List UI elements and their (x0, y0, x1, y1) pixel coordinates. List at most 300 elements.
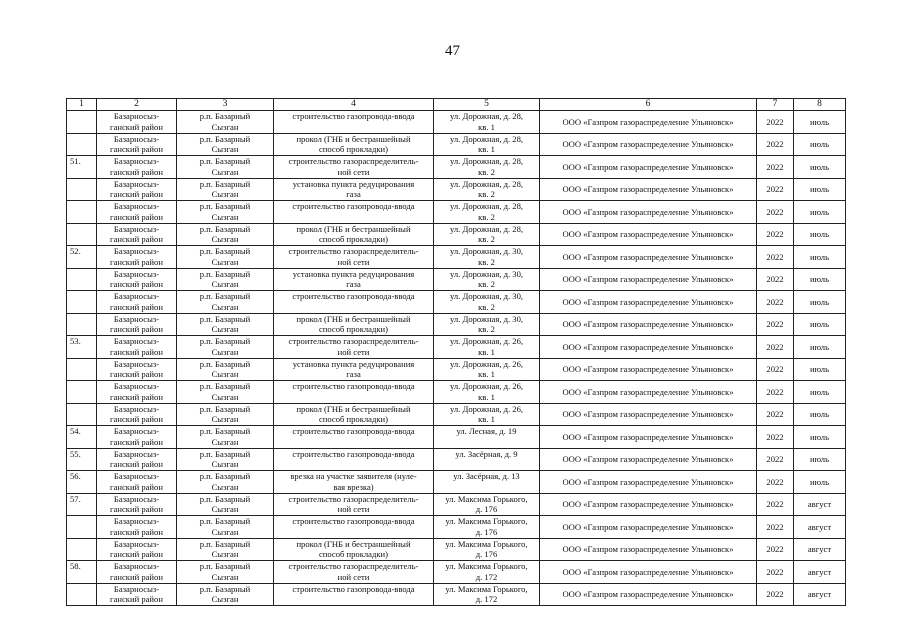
address-cell (434, 358, 540, 381)
settlement-cell (177, 111, 274, 134)
work-type-cell (274, 583, 434, 606)
district-line: Базарносыз- (113, 223, 160, 234)
table-row (67, 246, 846, 269)
work-type-line: ной сети (337, 504, 370, 514)
address-line: ул. Максима Горького, (445, 516, 528, 526)
address-line: ул. Дорожная, д. 26, (449, 381, 524, 391)
year-cell: 2022 (757, 358, 794, 381)
settlement-cell (177, 426, 274, 449)
table-row (67, 336, 846, 359)
address-line: ул. Дорожная, д. 28, (449, 133, 524, 144)
settlement-cell (177, 178, 274, 201)
year-cell: 2022 (757, 381, 794, 404)
header-cell: 5 (434, 99, 540, 111)
page-number: 47 (445, 43, 460, 59)
table-row (67, 493, 846, 516)
settlement-line: р.п. Базарный (199, 381, 251, 391)
settlement-cell (177, 313, 274, 336)
address-line: кв. 2 (478, 189, 495, 199)
settlement-line: Сызган (211, 346, 239, 357)
district-cell (97, 291, 177, 314)
work-type-cell (274, 493, 434, 516)
settlement-line: р.п. Базарный (199, 448, 251, 459)
item-number: 54. (67, 426, 97, 449)
address-line: д. 176 (475, 504, 498, 514)
district-line: ганский район (110, 301, 163, 312)
table-row (67, 381, 846, 404)
work-type-line: способ прокладки) (318, 144, 389, 154)
work-type-cell (274, 156, 434, 179)
work-type-cell (274, 268, 434, 291)
settlement-line: р.п. Базарный (199, 493, 251, 504)
address-line: кв. 1 (478, 391, 495, 402)
address-cell (434, 313, 540, 336)
address-cell (434, 111, 540, 134)
item-number (67, 268, 97, 291)
settlement-line: Сызган (211, 481, 239, 492)
table-row (67, 178, 846, 201)
district-line: Базарносыз- (113, 201, 160, 211)
district-line: Базарносыз- (113, 358, 160, 369)
work-type-cell (274, 471, 434, 494)
work-type-line: строительство газопровода-ввода (292, 448, 415, 459)
month-cell: июль (794, 268, 846, 291)
district-line: ганский район (110, 414, 163, 424)
address-line: кв. 2 (478, 234, 495, 244)
work-type-line: вая врезка) (333, 481, 374, 492)
year-cell: 2022 (757, 223, 794, 246)
settlement-line: Сызган (211, 504, 239, 514)
district-line: Базарносыз- (113, 426, 160, 436)
district-cell (97, 358, 177, 381)
work-type-line: строительство газопровода-ввода (292, 381, 415, 391)
year-cell: 2022 (757, 313, 794, 336)
organization-cell: ООО «Газпром газораспределение Ульяновск» (540, 583, 757, 606)
work-type-cell (274, 291, 434, 314)
district-line: Базарносыз- (113, 403, 160, 414)
month-cell: июль (794, 471, 846, 494)
address-line: кв. 1 (478, 414, 495, 424)
district-line: Базарносыз- (113, 313, 160, 324)
settlement-line: Сызган (211, 144, 239, 154)
district-line: Базарносыз- (113, 516, 160, 526)
work-type-line: способ прокладки) (318, 549, 389, 559)
address-line: ул. Дорожная, д. 26, (449, 403, 524, 414)
settlement-line: р.п. Базарный (199, 561, 251, 571)
year-cell: 2022 (757, 178, 794, 201)
item-number: 51. (67, 156, 97, 179)
month-cell: июль (794, 358, 846, 381)
district-line: Базарносыз- (113, 538, 160, 549)
month-cell: июль (794, 111, 846, 134)
settlement-line: р.п. Базарный (199, 268, 251, 279)
work-type-cell (274, 336, 434, 359)
work-type-cell (274, 516, 434, 539)
year-cell: 2022 (757, 493, 794, 516)
organization-cell: ООО «Газпром газораспределение Ульяновск» (540, 201, 757, 224)
district-line: ганский район (110, 121, 163, 132)
district-cell (97, 156, 177, 179)
address-cell (434, 583, 540, 606)
item-number (67, 516, 97, 539)
table-row (67, 223, 846, 246)
work-type-line: ной сети (337, 346, 370, 357)
year-cell: 2022 (757, 426, 794, 449)
address-line: д. 172 (475, 594, 498, 604)
year-cell: 2022 (757, 268, 794, 291)
district-line: Базарносыз- (113, 246, 160, 256)
month-cell: июль (794, 178, 846, 201)
work-type-line: способ прокладки) (318, 324, 389, 334)
table-row (67, 358, 846, 381)
organization-cell: ООО «Газпром газораспределение Ульяновск» (540, 493, 757, 516)
settlement-line: Сызган (211, 211, 239, 222)
settlement-cell (177, 268, 274, 291)
item-number (67, 178, 97, 201)
settlement-cell (177, 471, 274, 494)
month-cell: июль (794, 336, 846, 359)
settlement-line: р.п. Базарный (199, 403, 251, 414)
work-type-line: газа (346, 189, 361, 199)
year-cell: 2022 (757, 561, 794, 584)
year-cell: 2022 (757, 201, 794, 224)
address-line: кв. 2 (478, 279, 495, 289)
address-line: кв. 1 (478, 369, 495, 379)
month-cell: июль (794, 403, 846, 426)
month-cell: август (794, 493, 846, 516)
table-row (67, 201, 846, 224)
settlement-cell (177, 358, 274, 381)
address-line: ул. Максима Горького, (445, 583, 528, 594)
district-line: ганский район (110, 324, 163, 334)
year-cell: 2022 (757, 403, 794, 426)
work-type-cell (274, 403, 434, 426)
address-line: ул. Дорожная, д. 28, (449, 201, 524, 211)
settlement-line: Сызган (211, 391, 239, 402)
year-cell: 2022 (757, 156, 794, 179)
organization-cell: ООО «Газпром газораспределение Ульяновск» (540, 291, 757, 314)
organization-cell: ООО «Газпром газораспределение Ульяновск» (540, 516, 757, 539)
district-line: Базарносыз- (113, 493, 160, 504)
header-cell: 7 (757, 99, 794, 111)
table-row (67, 156, 846, 179)
month-cell: июль (794, 201, 846, 224)
settlement-line: Сызган (211, 414, 239, 424)
organization-cell: ООО «Газпром газораспределение Ульяновск» (540, 313, 757, 336)
address-line: кв. 2 (478, 301, 495, 312)
district-line: ганский район (110, 571, 163, 582)
address-cell (434, 133, 540, 156)
settlement-line: р.п. Базарный (199, 223, 251, 234)
district-cell (97, 493, 177, 516)
settlement-line: р.п. Базарный (199, 516, 251, 526)
settlement-line: р.п. Базарный (199, 156, 251, 166)
item-number: 56. (67, 471, 97, 494)
settlement-line: Сызган (211, 571, 239, 582)
item-number (67, 201, 97, 224)
year-cell: 2022 (757, 516, 794, 539)
address-cell (434, 268, 540, 291)
settlement-line: Сызган (211, 256, 239, 267)
address-line: д. 176 (475, 549, 498, 559)
district-line: ганский район (110, 234, 163, 244)
work-type-line: строительство газораспределитель- (288, 493, 419, 504)
organization-cell: ООО «Газпром газораспределение Ульяновск» (540, 178, 757, 201)
district-cell (97, 133, 177, 156)
work-type-line: прокол (ГНБ и бестраншейный (296, 538, 411, 549)
settlement-line: р.п. Базарный (199, 358, 251, 369)
district-line: ганский район (110, 436, 163, 447)
district-line: ганский район (110, 549, 163, 559)
settlement-line: р.п. Базарный (199, 291, 251, 301)
organization-cell: ООО «Газпром газораспределение Ульяновск» (540, 403, 757, 426)
work-type-line: прокол (ГНБ и бестраншейный (296, 403, 411, 414)
settlement-line: Сызган (211, 526, 239, 537)
district-cell (97, 471, 177, 494)
year-cell: 2022 (757, 133, 794, 156)
work-type-line: прокол (ГНБ и бестраншейный (296, 313, 411, 324)
work-type-cell (274, 201, 434, 224)
address-line: ул. Максима Горького, (445, 493, 528, 504)
item-number (67, 403, 97, 426)
settlement-line: р.п. Базарный (199, 336, 251, 346)
work-type-line: прокол (ГНБ и бестраншейный (296, 133, 411, 144)
settlement-line: Сызган (211, 369, 239, 379)
settlement-cell (177, 336, 274, 359)
table-row (67, 111, 846, 134)
work-type-line: строительство газопровода-ввода (292, 111, 415, 121)
district-cell (97, 268, 177, 291)
address-line: ул. Дорожная, д. 30, (449, 313, 524, 324)
address-line: ул. Дорожная, д. 30, (449, 246, 524, 256)
work-type-line: строительство газопровода-ввода (292, 426, 415, 436)
settlement-line: р.п. Базарный (199, 538, 251, 549)
month-cell: июль (794, 448, 846, 471)
work-type-line: строительство газораспределитель- (288, 336, 419, 346)
district-line: ганский район (110, 256, 163, 267)
year-cell: 2022 (757, 336, 794, 359)
address-cell (434, 516, 540, 539)
address-line: ул. Дорожная, д. 28, (449, 223, 524, 234)
schedule-table (66, 98, 846, 606)
work-type-line: строительство газопровода-ввода (292, 583, 415, 594)
work-type-line: способ прокладки) (318, 414, 389, 424)
address-cell (434, 426, 540, 449)
table-row (67, 133, 846, 156)
work-type-line: способ прокладки) (318, 234, 389, 244)
district-line: Базарносыз- (113, 111, 160, 121)
settlement-cell (177, 156, 274, 179)
district-line: ганский район (110, 459, 163, 469)
work-type-cell (274, 358, 434, 381)
organization-cell: ООО «Газпром газораспределение Ульяновск» (540, 358, 757, 381)
district-line: ганский район (110, 189, 163, 199)
table-row (67, 471, 846, 494)
district-cell (97, 538, 177, 561)
organization-cell: ООО «Газпром газораспределение Ульяновск» (540, 223, 757, 246)
month-cell: июль (794, 133, 846, 156)
work-type-line: установка пункта редуцирования (292, 358, 415, 369)
address-cell (434, 336, 540, 359)
organization-cell: ООО «Газпром газораспределение Ульяновск» (540, 448, 757, 471)
address-cell (434, 493, 540, 516)
address-cell (434, 223, 540, 246)
month-cell: июль (794, 426, 846, 449)
month-cell: июль (794, 156, 846, 179)
address-line: кв. 1 (478, 144, 495, 154)
address-line: д. 176 (475, 526, 498, 537)
settlement-line: Сызган (211, 549, 239, 559)
settlement-line: Сызган (211, 459, 239, 469)
settlement-line: р.п. Базарный (199, 111, 251, 121)
address-line: ул. Дорожная, д. 28, (449, 156, 524, 166)
table-row (67, 313, 846, 336)
address-line: кв. 2 (478, 211, 495, 222)
table-row (67, 426, 846, 449)
item-number (67, 111, 97, 134)
table-row (67, 268, 846, 291)
address-line: ул. Дорожная, д. 28, (449, 111, 524, 121)
header-cell: 6 (540, 99, 757, 111)
year-cell: 2022 (757, 111, 794, 134)
work-type-line: ной сети (337, 256, 370, 267)
address-cell (434, 538, 540, 561)
item-number: 55. (67, 448, 97, 471)
district-cell (97, 246, 177, 269)
district-cell (97, 448, 177, 471)
year-cell: 2022 (757, 448, 794, 471)
settlement-line: р.п. Базарный (199, 583, 251, 594)
year-cell: 2022 (757, 291, 794, 314)
district-cell (97, 336, 177, 359)
address-line: кв. 1 (478, 346, 495, 357)
address-cell (434, 201, 540, 224)
year-cell: 2022 (757, 246, 794, 269)
district-line: ганский район (110, 526, 163, 537)
table-row (67, 291, 846, 314)
work-type-line: ной сети (337, 571, 370, 582)
address-line: ул. Дорожная, д. 30, (449, 268, 524, 279)
district-line: Базарносыз- (113, 448, 160, 459)
organization-cell: ООО «Газпром газораспределение Ульяновск» (540, 156, 757, 179)
district-line: ганский район (110, 166, 163, 177)
month-cell: июль (794, 246, 846, 269)
work-type-line: прокол (ГНБ и бестраншейный (296, 223, 411, 234)
settlement-line: Сызган (211, 594, 239, 604)
organization-cell: ООО «Газпром газораспределение Ульяновск» (540, 268, 757, 291)
item-number: 52. (67, 246, 97, 269)
header-cell: 4 (274, 99, 434, 111)
district-line: ганский район (110, 391, 163, 402)
item-number (67, 133, 97, 156)
header-cell: 1 (67, 99, 97, 111)
month-cell: август (794, 561, 846, 584)
district-cell (97, 561, 177, 584)
district-line: ганский район (110, 211, 163, 222)
item-number (67, 381, 97, 404)
district-line: Базарносыз- (113, 336, 160, 346)
settlement-cell (177, 538, 274, 561)
settlement-cell (177, 583, 274, 606)
settlement-cell (177, 448, 274, 471)
address-line: кв. 1 (478, 121, 495, 132)
work-type-line: газа (346, 279, 361, 289)
settlement-line: Сызган (211, 301, 239, 312)
month-cell: июль (794, 313, 846, 336)
district-line: ганский район (110, 279, 163, 289)
address-cell (434, 178, 540, 201)
item-number (67, 538, 97, 561)
address-line: ул. Засёрная, д. 13 (453, 471, 520, 481)
item-number (67, 313, 97, 336)
organization-cell: ООО «Газпром газораспределение Ульяновск» (540, 381, 757, 404)
settlement-line: Сызган (211, 121, 239, 132)
month-cell: июль (794, 291, 846, 314)
settlement-line: Сызган (211, 234, 239, 244)
item-number (67, 583, 97, 606)
address-cell (434, 381, 540, 404)
address-cell (434, 471, 540, 494)
settlement-line: Сызган (211, 166, 239, 177)
organization-cell: ООО «Газпром газораспределение Ульяновск» (540, 336, 757, 359)
settlement-cell (177, 223, 274, 246)
settlement-cell (177, 493, 274, 516)
settlement-line: р.п. Базарный (199, 201, 251, 211)
month-cell: июль (794, 381, 846, 404)
header-cell: 2 (97, 99, 177, 111)
district-line: Базарносыз- (113, 471, 160, 481)
address-line: ул. Максима Горького, (445, 538, 528, 549)
address-line: ул. Максима Горького, (445, 561, 528, 571)
table-row (67, 538, 846, 561)
item-number (67, 223, 97, 246)
address-cell (434, 246, 540, 269)
work-type-line: установка пункта редуцирования (292, 268, 415, 279)
work-type-line: строительство газораспределитель- (288, 246, 419, 256)
settlement-line: Сызган (211, 279, 239, 289)
address-line: кв. 2 (478, 324, 495, 334)
address-line: кв. 2 (478, 256, 495, 267)
district-cell (97, 516, 177, 539)
table-row (67, 583, 846, 606)
organization-cell: ООО «Газпром газораспределение Ульяновск» (540, 133, 757, 156)
work-type-line: строительство газораспределитель- (288, 561, 419, 571)
work-type-cell (274, 426, 434, 449)
organization-cell: ООО «Газпром газораспределение Ульяновск» (540, 538, 757, 561)
district-line: Базарносыз- (113, 561, 160, 571)
organization-cell: ООО «Газпром газораспределение Ульяновск» (540, 471, 757, 494)
settlement-line: Сызган (211, 324, 239, 334)
item-number: 57. (67, 493, 97, 516)
settlement-line: р.п. Базарный (199, 471, 251, 481)
organization-cell: ООО «Газпром газораспределение Ульяновск» (540, 246, 757, 269)
organization-cell: ООО «Газпром газораспределение Ульяновск» (540, 426, 757, 449)
item-number (67, 358, 97, 381)
address-cell (434, 561, 540, 584)
settlement-cell (177, 561, 274, 584)
district-line: ганский район (110, 144, 163, 154)
address-line: ул. Дорожная, д. 28, (449, 178, 524, 189)
header-cell: 8 (794, 99, 846, 111)
district-cell (97, 201, 177, 224)
district-line: ганский район (110, 594, 163, 604)
district-line: ганский район (110, 346, 163, 357)
year-cell: 2022 (757, 471, 794, 494)
settlement-cell (177, 246, 274, 269)
address-cell (434, 448, 540, 471)
settlement-line: р.п. Базарный (199, 133, 251, 144)
table-body (67, 111, 846, 606)
